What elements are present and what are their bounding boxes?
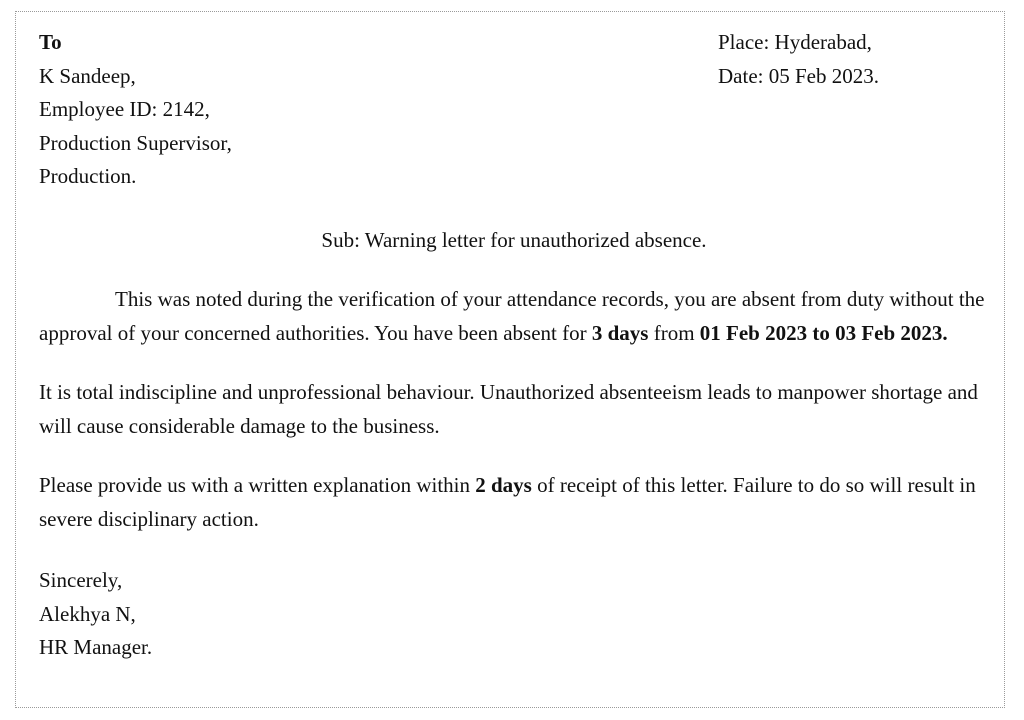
recipient-department: Production.: [39, 164, 137, 188]
letter-page: [15, 11, 1005, 708]
signoff-title: HR Manager.: [39, 635, 153, 659]
letter-place: Place: Hyderabad,: [718, 30, 872, 54]
recipient-employee-id: Employee ID: 2142,: [39, 97, 210, 121]
explanation-deadline: 2 days: [475, 473, 532, 497]
recipient-designation: Production Supervisor,: [39, 130, 232, 155]
paragraph3-text-b: of receipt of this letter. Failure to do so will result in severe disciplinary action.: [39, 473, 976, 531]
recipient-block: [39, 26, 989, 194]
paragraph1-text-a: This was noted during the verification of your attendance records, you are absent from duty without the approval of your concerned authorities. You have been absent for: [39, 287, 985, 345]
signoff-name: Alekhya N,: [39, 601, 136, 626]
absence-date-range: 01 Feb 2023 to 03 Feb 2023.: [699, 320, 948, 345]
place-date-block: [718, 26, 879, 93]
letter-body: [39, 26, 989, 665]
paragraph-indiscipline: It is total indiscipline and unprofessional behaviour. Unauthorized absenteeism leads to manpower shortage and will cause considerable damage to the business.: [39, 380, 978, 438]
letter-date: Date: 05 Feb 2023.: [718, 63, 879, 88]
paragraph-explanation-request: [39, 469, 989, 536]
paragraph-absence-details: [39, 283, 989, 350]
to-heading: To: [39, 30, 62, 54]
subject-line: Sub: Warning letter for unauthorized absence.: [321, 227, 707, 252]
recipient-name: K Sandeep,: [39, 63, 136, 88]
signoff-block: [39, 564, 989, 665]
paragraph3-text-a: Please provide us with a written explanation within: [39, 473, 476, 497]
paragraph1-text-b: from: [648, 320, 700, 345]
signoff-closing: Sincerely,: [39, 568, 123, 592]
absence-days: 3 days: [591, 320, 649, 345]
